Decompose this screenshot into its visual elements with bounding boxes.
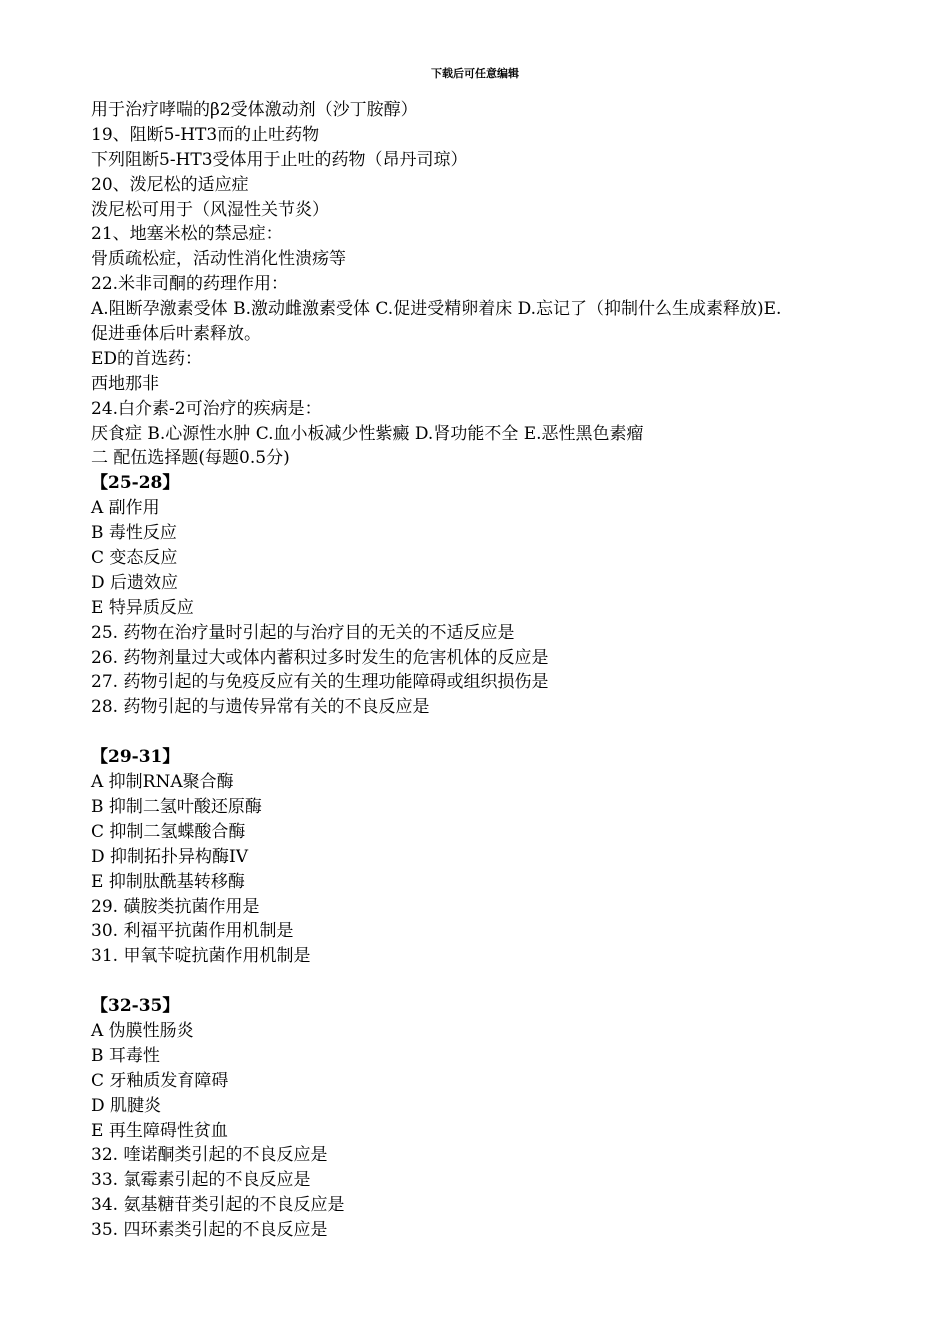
- page-header: 下载后可任意编辑: [431, 67, 519, 80]
- text-line: 35. 四环素类引起的不良反应是: [91, 1220, 328, 1241]
- text-line: 29. 磺胺类抗菌作用是: [91, 896, 260, 917]
- text-line: 厌食症 B.心源性水肿 C.血小板减少性紫癜 D.肾功能不全 E.恶性黑色素瘤: [91, 423, 644, 444]
- text-line: A 抑制RNA聚合酶: [91, 772, 234, 793]
- text-line: C 牙釉质发育障碍: [91, 1070, 229, 1091]
- text-line: E 特异质反应: [91, 597, 194, 618]
- text-line: 27. 药物引起的与免疫反应有关的生理功能障碍或组织损伤是: [91, 672, 549, 693]
- text-line: 28. 药物引起的与遗传异常有关的不良反应是: [91, 697, 430, 718]
- text-line: 32. 喹诺酮类引起的不良反应是: [91, 1145, 328, 1166]
- text-line: E 再生障碍性贫血: [91, 1120, 228, 1141]
- text-line: 【32-35】: [91, 996, 180, 1017]
- text-line: 33. 氯霉素引起的不良反应是: [91, 1170, 311, 1191]
- text-line: ED的首选药：: [91, 348, 203, 369]
- text-line: 24.白介素-2可治疗的疾病是：: [91, 398, 322, 419]
- text-line: D 肌腱炎: [91, 1095, 162, 1116]
- text-line: 21、地塞米松的禁忌症：: [91, 224, 283, 245]
- text-line: 二 配伍选择题(每题0.5分): [91, 448, 290, 469]
- text-line: A.阻断孕激素受体 B.激动雌激素受体 C.促进受精卵着床 D.忘记了（抑制什么生成素释放)E.: [91, 299, 782, 320]
- text-line: 下列阻断5-HT3受体用于止吐的药物（昂丹司琼）: [91, 149, 468, 170]
- text-line: D 后遗效应: [91, 572, 179, 593]
- text-line: 30. 利福平抗菌作用机制是: [91, 921, 294, 942]
- text-line: 骨质疏松症，活动性消化性溃疡等: [91, 249, 346, 270]
- text-line: 26. 药物剂量过大或体内蓄积过多时发生的危害机体的反应是: [91, 647, 549, 668]
- text-line: A 副作用: [91, 498, 160, 519]
- text-line: 用于治疗哮喘的β2受体激动剂（沙丁胺醇）: [91, 100, 418, 120]
- text-line: 【29-31】: [91, 747, 180, 768]
- text-line: B 耳毒性: [91, 1045, 160, 1066]
- text-line: 西地那非: [91, 373, 159, 394]
- text-line: 【25-28】: [91, 473, 180, 494]
- text-line: B 毒性反应: [91, 523, 177, 544]
- text-line: 34. 氨基糖苷类引起的不良反应是: [91, 1195, 345, 1216]
- text-line: C 变态反应: [91, 548, 178, 569]
- text-line: E 抑制肽酰基转移酶: [91, 871, 245, 892]
- text-line: 31. 甲氧苄啶抗菌作用机制是: [91, 946, 311, 967]
- blank-line: [91, 720, 881, 745]
- text-line: 泼尼松可用于（风湿性关节炎）: [91, 199, 329, 220]
- text-line: 25. 药物在治疗量时引起的与治疗目的无关的不适反应是: [91, 622, 515, 643]
- text-line: A 伪膜性肠炎: [91, 1020, 194, 1041]
- text-line: 20、泼尼松的适应症: [91, 174, 249, 195]
- text-line: 22.米非司酮的药理作用：: [91, 274, 289, 295]
- text-line: D 抑制拓扑异构酶IV: [91, 846, 249, 867]
- text-line: 促进垂体后叶素释放。: [91, 324, 261, 345]
- text-line: B 抑制二氢叶酸还原酶: [91, 796, 262, 817]
- text-line: 19、阻断5-HT3而的止吐药物: [91, 124, 320, 145]
- text-line: C 抑制二氢蝶酸合酶: [91, 821, 246, 842]
- blank-line: [91, 969, 881, 994]
- document-body: [91, 98, 881, 1243]
